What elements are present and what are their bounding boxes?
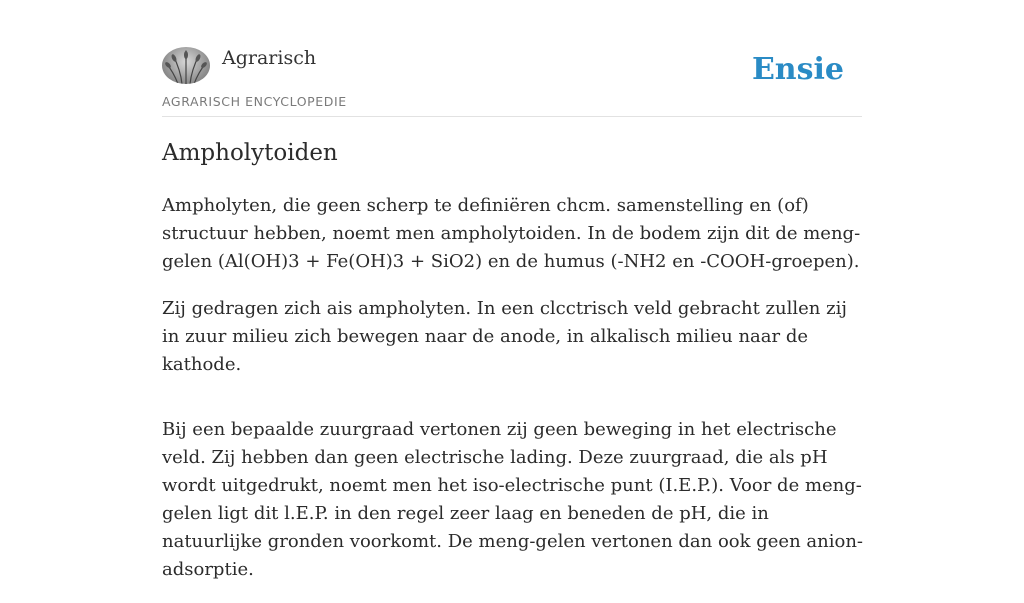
article-body [162, 192, 867, 603]
article-title: Ampholytoiden [162, 140, 338, 166]
article-paragraph: Bij een bepaalde zuurgraad vertonen zij geen beweging in het electrische veld. Zij hebben dan geen electrische lading. Deze zuurgraad, die als pH wordt uitgedrukt, noemt men het iso-electrische punt (I.E.P.). Voor de meng-gelen ligt dit l.E.P. in den regel zeer laag en beneden de pH, die in natuurlijke gronden voorkomt. De meng-gelen vertonen dan ook geen anion-adsorptie. [162, 419, 863, 580]
site-subtitle: AGRARISCH ENCYCLOPEDIE [162, 94, 347, 109]
article-paragraph: Zij gedragen zich ais ampholyten. In een clcctrisch veld gebracht zullen zij in zuur milieu zich bewegen naar de anode, in alkalisch milieu naar de kathode. [162, 298, 847, 375]
wheat-logo-icon[interactable] [162, 47, 210, 84]
site-header [162, 44, 862, 117]
brand-logo[interactable]: Ensie [751, 52, 844, 87]
site-name[interactable]: Agrarisch [222, 47, 317, 69]
article-paragraph: Ampholyten, die geen scherp te definiëren chcm. samenstelling en (of) structuur hebben, noemt men ampholytoiden. In de bodem zijn dit de meng- gelen (Al(OH)3 + Fe(OH)3 + SiO2) en de humus (-NH2 en -COOH-groepen). [162, 195, 861, 272]
